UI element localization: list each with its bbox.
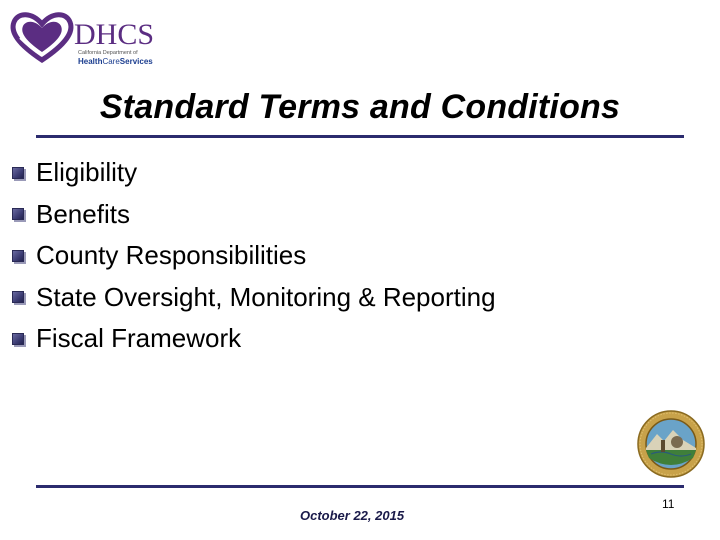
logo-name-health: Health: [78, 57, 103, 66]
footer-date: October 22, 2015: [300, 508, 405, 523]
bullet-text: County Responsibilities: [36, 240, 307, 271]
square-bullet-icon: [12, 208, 24, 220]
bullet-item-eligibility: [12, 152, 496, 194]
bullet-item-county-responsibilities: [12, 235, 496, 277]
square-bullet-icon: [12, 250, 24, 262]
logo-acronym: DHCS: [74, 18, 155, 51]
bullet-item-state-oversight: [12, 277, 496, 319]
page-number: 11: [662, 497, 675, 511]
california-state-seal-icon: [637, 410, 705, 478]
bullet-item-fiscal-framework: [12, 318, 496, 360]
square-bullet-icon: [12, 291, 24, 303]
bullet-list: [12, 152, 496, 360]
logo-name-care: Care: [102, 57, 120, 66]
slide-title: Standard Terms and Conditions: [99, 88, 621, 126]
heart-hands-logo-icon: [13, 15, 71, 60]
bullet-text: Eligibility: [36, 157, 138, 188]
bullet-text: Fiscal Framework: [36, 323, 242, 354]
logo-name-services: Services: [119, 57, 153, 66]
svg-text:HealthCareServices: [78, 57, 153, 66]
logo-tagline: California Department of: [78, 50, 138, 56]
square-bullet-icon: [12, 333, 24, 345]
bullet-text: State Oversight, Monitoring & Reporting: [36, 281, 496, 312]
square-bullet-icon: [12, 167, 24, 179]
bullet-item-benefits: [12, 194, 496, 236]
dhcs-logo: [8, 8, 168, 68]
title-divider: [36, 135, 684, 138]
bullet-text: Benefits: [36, 198, 130, 229]
footer-divider: [36, 485, 684, 488]
